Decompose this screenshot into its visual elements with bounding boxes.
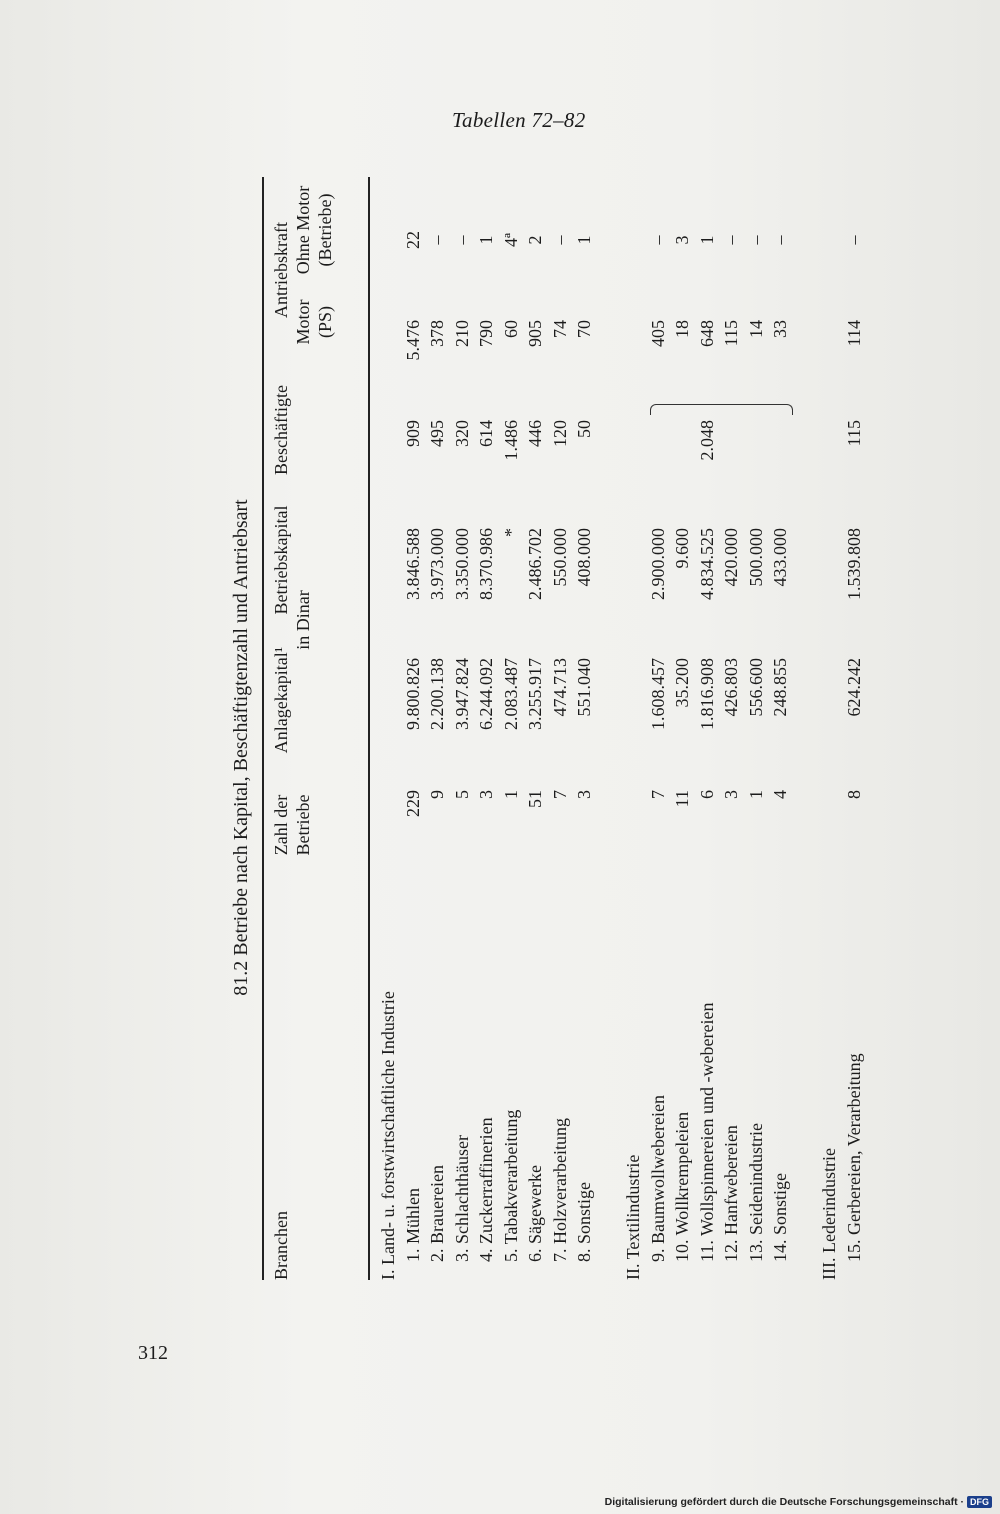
digitization-footer xyxy=(605,1496,992,1508)
ohne-motor-cell: 1 xyxy=(696,235,717,245)
branche-label: 8. Sonstige xyxy=(574,1181,594,1262)
ohne-motor-cell: – xyxy=(843,235,864,245)
group-label-text: I. Land- u. forstwirtschaftliche Industrie xyxy=(378,991,398,1280)
ohne-motor-cell: 4ª xyxy=(500,233,521,247)
zahl-cell: 1 xyxy=(745,790,766,799)
group-label xyxy=(378,175,402,1320)
table-row xyxy=(452,175,476,1320)
zahl-cell: 3 xyxy=(721,790,741,799)
betriebskapital-cell: 1.539.808 xyxy=(843,528,864,600)
motor-cell: 378 xyxy=(427,320,447,347)
betriebskapital-cell: 550.000 xyxy=(549,528,570,587)
anlagekapital-cell: 624.242 xyxy=(843,658,864,717)
motor-cell: 405 xyxy=(647,320,668,347)
dfg-logo: DFG xyxy=(967,1496,992,1508)
branche-label: 4. Zuckerraffinerien xyxy=(476,1117,496,1262)
motor-cell: 115 xyxy=(721,320,741,347)
running-header: Tabellen 72–82 xyxy=(452,108,586,132)
branche-label: 1. Mühlen xyxy=(402,1188,423,1262)
branche-label: 2. Brauereien xyxy=(427,1165,447,1262)
ohne-motor-cell: – xyxy=(647,235,668,245)
anlagekapital-cell: 6.244.092 xyxy=(476,658,496,730)
group-label-text: III. Lederindustrie xyxy=(819,1148,839,1280)
anlagekapital-cell: 2.083.487 xyxy=(500,658,521,730)
betriebskapital-cell: 4.834.525 xyxy=(696,528,717,600)
top-rule xyxy=(262,177,264,1280)
zahl-cell: 3 xyxy=(574,790,594,799)
betriebskapital-cell: 420.000 xyxy=(721,528,741,587)
motor-cell: 74 xyxy=(549,320,570,338)
ohne-motor-cell: 3 xyxy=(672,235,692,245)
table-row xyxy=(844,175,868,1320)
beschaeftigte-cell: 446 xyxy=(525,420,545,447)
ohne-motor-cell: 1 xyxy=(476,235,496,245)
branche-label: 11. Wollspinnereien und -webereien xyxy=(696,1002,717,1262)
branche-label: 7. Holzverarbeitung xyxy=(549,1118,570,1262)
motor-cell: 14 xyxy=(745,320,766,338)
anlagekapital-cell: 1.816.908 xyxy=(696,658,717,730)
anlagekapital-cell: 1.608.457 xyxy=(647,658,668,730)
ohne-motor-cell: 22 xyxy=(402,231,423,249)
ohne-motor-cell: – xyxy=(745,235,766,245)
rotated-table xyxy=(228,175,864,1320)
zahl-cell: 9 xyxy=(427,790,447,799)
zahl-cell: 8 xyxy=(843,790,864,799)
table-row xyxy=(770,175,794,1320)
anlagekapital-cell: 2.200.138 xyxy=(427,658,447,730)
table-row xyxy=(550,175,574,1320)
anlagekapital-cell: 248.855 xyxy=(770,658,790,717)
group-label-text: II. Textilindustrie xyxy=(623,1154,643,1280)
beschaeftigte-cell: 1.486 xyxy=(500,420,521,461)
ohne-motor-cell: – xyxy=(549,235,570,245)
branche-label: 13. Seidenindustrie xyxy=(745,1123,766,1262)
beschaeftigte-cell: 320 xyxy=(451,420,472,447)
beschaeftigte-cell: 495 xyxy=(427,420,447,447)
header-betriebskapital: Betriebskapital xyxy=(271,505,291,615)
betriebskapital-cell: 3.846.588 xyxy=(402,528,423,600)
table-row xyxy=(697,175,721,1320)
motor-cell: 60 xyxy=(500,320,521,338)
ohne-motor-cell: – xyxy=(451,235,472,245)
header-beschaeftigte: Beschäftigte xyxy=(271,385,291,475)
header-dinar: in Dinar xyxy=(293,590,313,650)
beschaeftigte-cell: 614 xyxy=(476,420,496,447)
betriebskapital-cell: 8.370.986 xyxy=(476,528,496,600)
header-rule xyxy=(368,177,370,1280)
table-row xyxy=(672,175,696,1320)
header-zahl: Zahl der Betriebe xyxy=(271,794,313,856)
table-row xyxy=(574,175,598,1320)
betriebskapital-cell: * xyxy=(500,528,521,537)
zahl-cell: 229 xyxy=(402,790,423,817)
table-row xyxy=(746,175,770,1320)
zahl-cell: 5 xyxy=(451,790,472,799)
anlagekapital-cell: 9.800.826 xyxy=(402,658,423,730)
zahl-cell: 11 xyxy=(672,790,692,808)
beschaeftigte-cell: 120 xyxy=(549,420,570,447)
group-label xyxy=(623,175,647,1320)
anlagekapital-cell: 556.600 xyxy=(745,658,766,717)
ohne-motor-cell: – xyxy=(721,235,741,245)
beschaeftigte-cell: 909 xyxy=(402,420,423,447)
zahl-cell: 6 xyxy=(696,790,717,799)
zahl-cell: 3 xyxy=(476,790,496,799)
branche-label: 10. Wollkrempeleien xyxy=(672,1111,692,1262)
branche-label: 15. Gerbereien, Verarbeitung xyxy=(843,1053,864,1262)
betriebskapital-cell: 2.900.000 xyxy=(647,528,668,600)
page-number: 312 xyxy=(138,1342,168,1364)
table-row xyxy=(427,175,451,1320)
motor-cell: 5.476 xyxy=(402,320,423,361)
ohne-motor-cell: – xyxy=(770,235,790,245)
branche-label: 9. Baumwollwebereien xyxy=(647,1095,668,1262)
ohne-motor-cell: – xyxy=(427,235,447,245)
motor-cell: 33 xyxy=(770,320,790,338)
table-title: 81.2 Betriebe nach Kapital, Beschäftigtenzahl und Antriebsart xyxy=(230,499,252,996)
table-row xyxy=(721,175,745,1320)
betriebskapital-cell: 408.000 xyxy=(574,528,594,587)
anlagekapital-cell: 35.200 xyxy=(672,658,692,708)
anlagekapital-cell: 3.255.917 xyxy=(525,658,545,730)
header-ohne-motor: Ohne Motor (Betriebe) xyxy=(293,185,335,275)
table-row xyxy=(403,175,427,1320)
footer-text: Digitalisierung gefördert durch die Deutsche Forschungsgemeinschaft · xyxy=(604,1496,964,1508)
zahl-cell: 4 xyxy=(770,790,790,799)
beschaeftigte-cell: 50 xyxy=(574,420,594,438)
motor-cell: 648 xyxy=(696,320,717,347)
anlagekapital-cell: 474.713 xyxy=(549,658,570,717)
beschaeftigte-cell: 115 xyxy=(843,420,864,447)
betriebskapital-cell: 433.000 xyxy=(770,528,790,587)
table-row xyxy=(501,175,525,1320)
ohne-motor-cell: 1 xyxy=(574,235,594,245)
beschaeftigte-brace xyxy=(650,404,793,415)
betriebskapital-cell: 9.600 xyxy=(672,528,692,569)
anlagekapital-cell: 551.040 xyxy=(574,658,594,717)
anlagekapital-cell: 426.803 xyxy=(721,658,741,717)
betriebskapital-cell: 3.973.000 xyxy=(427,528,447,600)
betriebskapital-cell: 3.350.000 xyxy=(451,528,472,600)
motor-cell: 70 xyxy=(574,320,594,338)
table-row xyxy=(476,175,500,1320)
header-anlagekapital: Anlagekapital¹ xyxy=(271,646,291,754)
branche-label: 5. Tabakverarbeitung xyxy=(500,1109,521,1262)
group-label xyxy=(819,175,843,1320)
table-row xyxy=(648,175,672,1320)
motor-cell: 790 xyxy=(476,320,496,347)
motor-cell: 905 xyxy=(525,320,545,347)
betriebskapital-cell: 2.486.702 xyxy=(525,528,545,600)
anlagekapital-cell: 3.947.824 xyxy=(451,658,472,730)
motor-cell: 210 xyxy=(451,320,472,347)
zahl-cell: 7 xyxy=(549,790,570,799)
betriebskapital-cell: 500.000 xyxy=(745,528,766,587)
branche-label: 3. Schlachthäuser xyxy=(451,1135,472,1262)
branche-label: 14. Sonstige xyxy=(770,1172,790,1262)
branche-label: 12. Hanfwebereien xyxy=(721,1125,741,1262)
zahl-cell: 51 xyxy=(525,790,545,808)
branche-label: 6. Sägewerke xyxy=(525,1165,545,1262)
zahl-cell: 7 xyxy=(647,790,668,799)
header-motor: Motor (PS) xyxy=(293,299,335,345)
ohne-motor-cell: 2 xyxy=(525,235,545,245)
zahl-cell: 1 xyxy=(500,790,521,799)
beschaeftigte-cell: 2.048 xyxy=(696,420,717,461)
header-branchen: Branchen xyxy=(271,1211,291,1280)
table-row xyxy=(525,175,549,1320)
header-antriebskraft: Antriebskraft xyxy=(271,222,291,318)
motor-cell: 18 xyxy=(672,320,692,338)
motor-cell: 114 xyxy=(843,320,864,347)
